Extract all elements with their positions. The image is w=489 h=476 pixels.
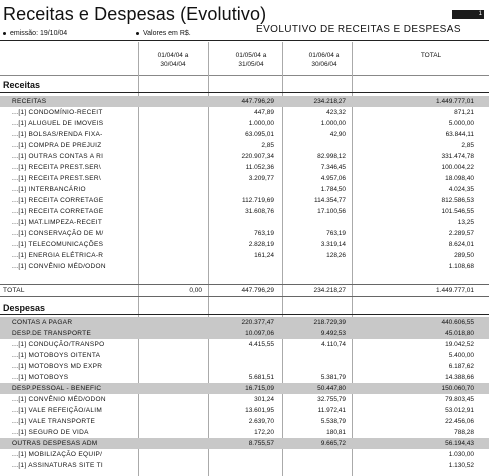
cell-total: 812.586,53	[441, 197, 474, 204]
column-header-may: 01/05/04 a 31/05/04	[235, 52, 267, 68]
row-label: DESP.DE TRANSPORTE	[12, 330, 92, 337]
table-row	[0, 449, 489, 460]
table-row	[0, 217, 489, 228]
row-label: OUTRAS DESPESAS ADM	[12, 440, 98, 447]
table-row	[0, 184, 489, 195]
bullet-icon	[136, 32, 139, 35]
row-label: ...[1] RECEITA CORRETAGE	[12, 197, 104, 204]
values-note: Valores em R$.	[136, 30, 191, 37]
table-row	[0, 195, 489, 206]
total-cell-total: 1.449.777,01	[436, 287, 474, 294]
table-row	[0, 328, 489, 339]
table-row	[0, 261, 489, 272]
cell-total: 289,50	[454, 252, 474, 259]
cell-total: 1.130,52	[448, 462, 474, 469]
column-header-total: TOTAL	[420, 52, 442, 59]
total-cell-c1: 0,00	[189, 287, 202, 294]
table-row	[0, 118, 489, 129]
row-label: ...[1] VALE REFEIÇÃO/ALIM	[12, 407, 103, 414]
cell-c3: 82.998,12	[317, 153, 346, 160]
row-label: ...[1] COMPRA DE PREJUIZ	[12, 142, 102, 149]
cell-c2: 31.608,76	[245, 208, 274, 215]
cell-total: 788,28	[454, 429, 474, 436]
total-cell-c3: 234.218,27	[313, 287, 346, 294]
row-label: ...[1] OUTRAS CONTAS A RI	[12, 153, 104, 160]
table-row	[0, 107, 489, 118]
cell-c3: 7.346,45	[320, 164, 346, 171]
cell-total: 56.194,43	[445, 440, 474, 447]
total-bottom-divider	[0, 296, 489, 297]
column-header-jun: 01/06/04 a 30/06/04	[308, 52, 340, 68]
cell-total: 19.042,52	[445, 341, 474, 348]
cell-c3: 1.784,50	[320, 186, 346, 193]
cell-c3: 11.972,41	[317, 407, 346, 414]
cell-c2: 301,24	[254, 396, 274, 403]
row-label: ...[1] INTERBANCÁRIO	[12, 186, 86, 193]
report-title: Receitas e Despesas (Evolutivo)	[3, 4, 267, 24]
cell-c3: 17.100,56	[317, 208, 346, 215]
column-header-divider	[0, 75, 489, 76]
total-cell-c2: 447.796,29	[241, 287, 274, 294]
table-row	[0, 228, 489, 239]
bullet-icon	[3, 32, 6, 35]
cell-c2: 447,89	[254, 109, 274, 116]
table-row	[0, 339, 489, 350]
cell-total: 13,25	[457, 219, 474, 226]
column-header-apr: 01/04/04 a 30/04/04	[157, 52, 189, 68]
table-row	[0, 162, 489, 173]
report-subtitle: EVOLUTIVO DE RECEITAS E DESPESAS	[256, 24, 461, 35]
cell-c2: 2.639,70	[248, 418, 274, 425]
table-row	[0, 372, 489, 383]
cell-c2: 8.755,57	[248, 440, 274, 447]
section-title-despesas: Despesas	[3, 303, 46, 313]
row-label: ...[1] ENERGIA ELÉTRICA-R	[12, 252, 104, 259]
cell-total: 6.187,62	[448, 363, 474, 370]
cell-c2: 13.601,95	[245, 407, 274, 414]
table-row	[0, 361, 489, 372]
cell-total: 4.024,35	[448, 186, 474, 193]
cell-c3: 4.957,06	[320, 175, 346, 182]
cell-total: 2.289,57	[448, 230, 474, 237]
cell-c2: 220.377,47	[241, 319, 274, 326]
cell-total: 5.400,00	[448, 352, 474, 359]
cell-c3: 218.729,39	[313, 319, 346, 326]
table-row	[0, 383, 489, 394]
row-label: ...[1] BOLSAS/RENDA FIXA-	[12, 131, 103, 138]
cell-c2: 10.097,06	[245, 330, 274, 337]
cell-c2: 112.719,69	[241, 197, 274, 204]
cell-c3: 50.447,80	[317, 385, 346, 392]
table-row	[0, 460, 489, 471]
cell-c2: 1.000,00	[248, 120, 274, 127]
cell-c3: 5.538,79	[320, 418, 346, 425]
cell-c2: 3.209,77	[248, 175, 274, 182]
header-divider	[0, 40, 489, 41]
cell-total: 8.624,01	[448, 241, 474, 248]
cell-c2: 2.828,19	[248, 241, 274, 248]
row-label: ...[1] MOTOBOYS MD EXPR	[12, 363, 103, 370]
cell-total: 100.004,22	[441, 164, 474, 171]
cell-c3: 42,90	[329, 131, 346, 138]
table-row	[0, 151, 489, 162]
row-label: ...[1] RECEITA PREST.SER\	[12, 164, 102, 171]
row-label: ...[1] ASSINATURAS SITE TI	[12, 462, 103, 469]
total-label: TOTAL	[3, 287, 25, 294]
cell-total: 14.388,66	[445, 374, 474, 381]
row-label: ...[1] CONVÊNIO MÉD/ODON	[12, 396, 106, 403]
cell-c2: 2,85	[261, 142, 274, 149]
cell-c3: 4.110,74	[321, 341, 346, 348]
cell-c2: 4.415,55	[248, 341, 274, 348]
cell-c3: 114.354,77	[313, 197, 346, 204]
cell-total: 53.012,91	[445, 407, 474, 414]
row-label: ...[1] RECEITA CORRETAGE	[12, 208, 104, 215]
row-label: CONTAS A PAGAR	[12, 319, 73, 326]
row-label: ...[1] RECEITA PREST.SER\	[12, 175, 102, 182]
row-label: ...[1] CONVÊNIO MÉD/ODON	[12, 263, 106, 270]
cell-total: 331.474,78	[441, 153, 474, 160]
cell-c2: 220.907,34	[241, 153, 274, 160]
section-title-receitas: Receitas	[3, 80, 41, 90]
cell-total: 440.606,55	[441, 319, 474, 326]
table-row	[0, 206, 489, 217]
cell-total: 2,85	[461, 142, 474, 149]
cell-c3: 5.381,79	[320, 374, 346, 381]
table-row	[0, 96, 489, 107]
cell-total: 79.803,45	[445, 396, 474, 403]
cell-c3: 9.665,72	[320, 440, 346, 447]
cell-c3: 128,26	[326, 252, 346, 259]
cell-c2: 16.715,09	[245, 385, 274, 392]
table-row	[0, 350, 489, 361]
cell-total: 1.449.777,01	[436, 98, 474, 105]
cell-c2: 11.052,36	[245, 164, 274, 171]
cell-total: 1.108,68	[448, 263, 474, 270]
row-label: ...[1] MOBILIZAÇÃO EQUIP/	[12, 451, 103, 458]
emission-date: emissão: 19/10/04	[3, 30, 67, 37]
cell-total: 45.018,80	[445, 330, 474, 337]
row-label: ...[1] SEGURO DE VIDA	[12, 429, 89, 436]
cell-c3: 423,32	[326, 109, 346, 116]
cell-c3: 3.319,14	[320, 241, 346, 248]
cell-total: 150.060,70	[441, 385, 474, 392]
cell-total: 101.546,55	[441, 208, 474, 215]
cell-total: 18.098,40	[445, 175, 474, 182]
cell-c3: 180,81	[326, 429, 346, 436]
row-label: RECEITAS	[12, 98, 47, 105]
row-label: ...[1] CONDUÇÃO/TRANSPO	[12, 341, 105, 348]
cell-total: 871,21	[454, 109, 474, 116]
cell-c2: 447.796,29	[241, 98, 274, 105]
table-row	[0, 250, 489, 261]
cell-c2: 63.095,01	[245, 131, 274, 138]
row-label: ...[1] MAT.LIMPEZA-RECEIT	[12, 219, 103, 226]
table-row	[0, 416, 489, 427]
page-number-badge: 1	[452, 10, 484, 19]
cell-c2: 172,20	[254, 429, 274, 436]
section-underline	[0, 314, 489, 315]
cell-total: 63.844,11	[445, 131, 474, 138]
table-row	[0, 438, 489, 449]
row-label: ...[1] ALUGUEL DE IMOVEIS	[12, 120, 104, 127]
row-label: ...[1] VALE TRANSPORTE	[12, 418, 96, 425]
row-label: DESP.PESSOAL - BENEFIC	[12, 385, 102, 392]
cell-c3: 32.755,79	[317, 396, 346, 403]
table-row	[0, 140, 489, 151]
cell-total: 5.000,00	[448, 120, 474, 127]
cell-c2: 763,19	[254, 230, 274, 237]
cell-total: 22.456,06	[445, 418, 474, 425]
table-row	[0, 405, 489, 416]
row-label: ...[1] MOTOBOYS OITENTA	[12, 352, 101, 359]
table-row	[0, 173, 489, 184]
row-label: ...[1] CONSERVAÇÃO DE M/	[12, 230, 104, 237]
total-row	[0, 285, 489, 296]
table-row	[0, 317, 489, 328]
cell-c2: 5.681,51	[248, 374, 274, 381]
table-row	[0, 427, 489, 438]
cell-c2: 161,24	[254, 252, 274, 259]
cell-c3: 9.492,53	[320, 330, 346, 337]
row-label: ...[1] MOTOBOYS	[12, 374, 69, 381]
table-row	[0, 129, 489, 140]
table-row	[0, 239, 489, 250]
table-row	[0, 394, 489, 405]
section-underline	[0, 92, 489, 93]
cell-c3: 763,19	[326, 230, 346, 237]
cell-c3: 234.218,27	[313, 98, 346, 105]
cell-c3: 1.000,00	[320, 120, 346, 127]
cell-total: 1.030,00	[448, 451, 474, 458]
row-label: ...[1] TELECOMUNICAÇÕES	[12, 241, 104, 248]
row-label: ...[1] CONDOMÍNIO-RECEIT	[12, 109, 103, 116]
